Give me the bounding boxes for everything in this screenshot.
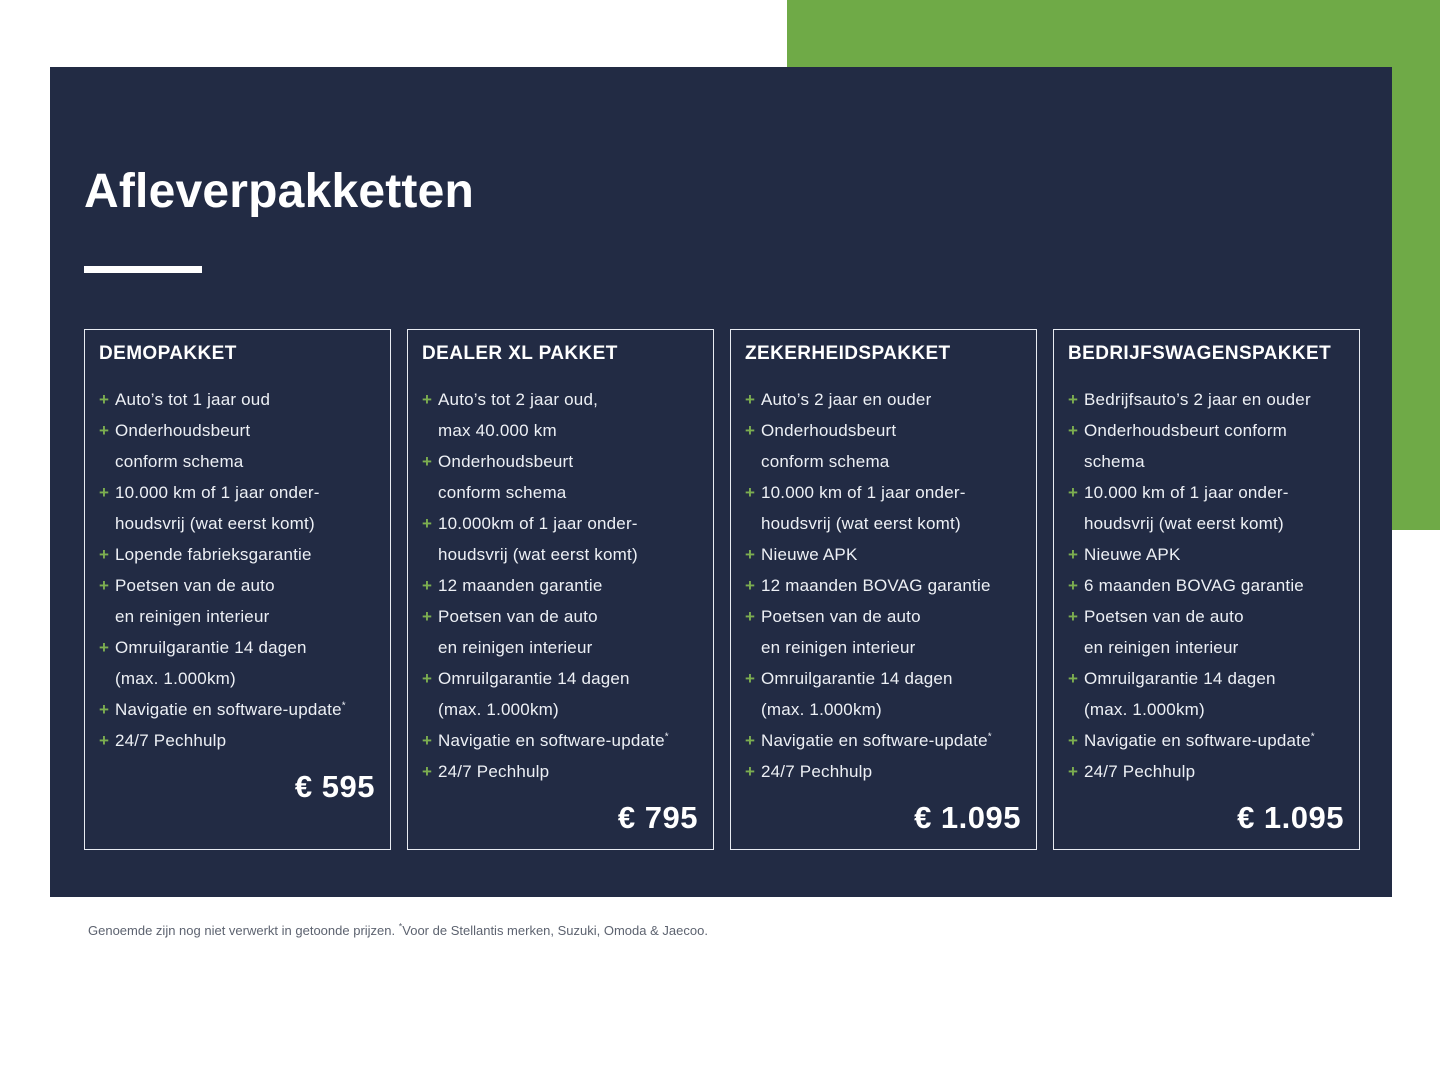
- feature-text: Poetsen van de auto en reinigen interieur: [761, 607, 921, 657]
- package-cards: [84, 329, 1360, 850]
- plus-icon: +: [99, 576, 110, 595]
- feature-item: [99, 539, 376, 570]
- feature-asterisk: *: [664, 731, 669, 743]
- feature-asterisk: *: [987, 731, 992, 743]
- feature-item: [1068, 415, 1345, 477]
- plus-icon: +: [422, 669, 433, 688]
- feature-text: 12 maanden BOVAG garantie: [761, 576, 991, 595]
- feature-item: [99, 694, 376, 725]
- plus-icon: +: [745, 669, 756, 688]
- feature-asterisk: *: [1310, 731, 1315, 743]
- feature-text: Nieuwe APK: [1084, 545, 1181, 564]
- package-price: € 1.095: [1237, 800, 1344, 835]
- footnote-text-after: Voor de Stellantis merken, Suzuki, Omoda & Jaecoo.: [402, 923, 708, 938]
- feature-item: [1068, 601, 1345, 663]
- feature-text: Auto’s tot 2 jaar oud, max 40.000 km: [438, 390, 599, 440]
- plus-icon: +: [745, 545, 756, 564]
- feature-item: [745, 663, 1022, 725]
- plus-icon: +: [1068, 731, 1079, 750]
- feature-text: Navigatie en software-update*: [761, 731, 992, 750]
- feature-text: 6 maanden BOVAG garantie: [1084, 576, 1304, 595]
- feature-text: Omruilgarantie 14 dagen (max. 1.000km): [1084, 669, 1276, 719]
- feature-item: [1068, 725, 1345, 756]
- package-title: ZEKERHEIDSPAKKET: [745, 343, 951, 364]
- plus-icon: +: [422, 452, 433, 471]
- package-price: € 795: [617, 800, 698, 835]
- feature-text: Poetsen van de auto en reinigen interieur: [438, 607, 598, 657]
- plus-icon: +: [745, 421, 756, 440]
- plus-icon: +: [422, 607, 433, 626]
- feature-item: [422, 756, 699, 787]
- plus-icon: +: [1068, 545, 1079, 564]
- feature-text: Omruilgarantie 14 dagen (max. 1.000km): [438, 669, 630, 719]
- feature-text: Poetsen van de auto en reinigen interieur: [115, 576, 275, 626]
- plus-icon: +: [99, 483, 110, 502]
- plus-icon: +: [745, 607, 756, 626]
- feature-item: [745, 477, 1022, 539]
- plus-icon: +: [99, 390, 110, 409]
- plus-icon: +: [99, 545, 110, 564]
- feature-text: Auto’s tot 1 jaar oud: [115, 390, 271, 409]
- feature-text: Navigatie en software-update*: [438, 731, 669, 750]
- feature-text: 12 maanden garantie: [438, 576, 603, 595]
- package-card-1: [84, 329, 391, 850]
- plus-icon: +: [422, 390, 433, 409]
- feature-list: [1068, 384, 1345, 787]
- footnote-asterisk: *: [398, 921, 403, 932]
- plus-icon: +: [1068, 421, 1079, 440]
- package-price: € 595: [294, 769, 375, 804]
- feature-item: [1068, 477, 1345, 539]
- plus-icon: +: [745, 576, 756, 595]
- plus-icon: +: [1068, 390, 1079, 409]
- feature-item: [99, 477, 376, 539]
- plus-icon: +: [1068, 607, 1079, 626]
- feature-list: [422, 384, 699, 787]
- feature-item: [1068, 384, 1345, 415]
- package-card-4: [1053, 329, 1360, 850]
- package-title: DEALER XL PAKKET: [422, 343, 618, 364]
- plus-icon: +: [422, 731, 433, 750]
- plus-icon: +: [745, 762, 756, 781]
- feature-item: [422, 601, 699, 663]
- feature-item: [745, 725, 1022, 756]
- feature-item: [1068, 663, 1345, 725]
- main-panel: [50, 67, 1392, 897]
- footnote-text-before: Genoemde zijn nog niet verwerkt in getoonde prijzen.: [88, 923, 399, 938]
- feature-text: 10.000 km of 1 jaar onder- houdsvrij (wat eerst komt): [1084, 483, 1289, 533]
- plus-icon: +: [422, 762, 433, 781]
- feature-item: [422, 446, 699, 508]
- feature-item: [1068, 756, 1345, 787]
- feature-text: Onderhoudsbeurt conform schema: [761, 421, 897, 471]
- feature-list: [745, 384, 1022, 787]
- feature-item: [99, 415, 376, 477]
- package-price: € 1.095: [914, 800, 1021, 835]
- plus-icon: +: [1068, 576, 1079, 595]
- plus-icon: +: [99, 700, 110, 719]
- feature-text: Lopende fabrieksgarantie: [115, 545, 312, 564]
- feature-item: [745, 756, 1022, 787]
- package-title: DEMOPAKKET: [99, 343, 237, 364]
- feature-item: [99, 632, 376, 694]
- feature-item: [422, 384, 699, 446]
- feature-text: Nieuwe APK: [761, 545, 858, 564]
- feature-item: [422, 570, 699, 601]
- feature-item: [745, 384, 1022, 415]
- plus-icon: +: [99, 421, 110, 440]
- plus-icon: +: [99, 638, 110, 657]
- feature-item: [745, 570, 1022, 601]
- feature-item: [99, 384, 376, 415]
- feature-text: Navigatie en software-update*: [1084, 731, 1315, 750]
- feature-item: [1068, 539, 1345, 570]
- feature-item: [1068, 570, 1345, 601]
- feature-text: Poetsen van de auto en reinigen interieur: [1084, 607, 1244, 657]
- feature-item: [422, 508, 699, 570]
- plus-icon: +: [99, 731, 110, 750]
- page-title: Afleverpakketten: [84, 165, 475, 218]
- plus-icon: +: [745, 483, 756, 502]
- plus-icon: +: [422, 514, 433, 533]
- feature-text: 10.000 km of 1 jaar onder- houdsvrij (wat eerst komt): [115, 483, 320, 533]
- feature-item: [99, 725, 376, 756]
- feature-text: Onderhoudsbeurt conform schema: [115, 421, 251, 471]
- feature-list: [99, 384, 376, 756]
- feature-text: 10.000 km of 1 jaar onder- houdsvrij (wat eerst komt): [761, 483, 966, 533]
- plus-icon: +: [1068, 483, 1079, 502]
- feature-text: Onderhoudsbeurt conform schema: [438, 452, 574, 502]
- plus-icon: +: [745, 731, 756, 750]
- feature-text: 24/7 Pechhulp: [1084, 762, 1196, 781]
- feature-text: 24/7 Pechhulp: [438, 762, 550, 781]
- plus-icon: +: [422, 576, 433, 595]
- feature-item: [745, 601, 1022, 663]
- plus-icon: +: [745, 390, 756, 409]
- feature-text: Omruilgarantie 14 dagen (max. 1.000km): [115, 638, 307, 688]
- package-title: BEDRIJFSWAGENSPAKKET: [1068, 343, 1332, 364]
- footnote: [88, 923, 708, 939]
- feature-item: [99, 570, 376, 632]
- feature-text: 24/7 Pechhulp: [115, 731, 227, 750]
- plus-icon: +: [1068, 762, 1079, 781]
- plus-icon: +: [1068, 669, 1079, 688]
- title-underline: [84, 266, 202, 273]
- package-card-3: [730, 329, 1037, 850]
- package-card-2: [407, 329, 714, 850]
- feature-item: [422, 725, 699, 756]
- feature-text: Navigatie en software-update*: [115, 700, 346, 719]
- feature-text: 24/7 Pechhulp: [761, 762, 873, 781]
- feature-item: [745, 539, 1022, 570]
- feature-item: [422, 663, 699, 725]
- feature-text: 10.000km of 1 jaar onder- houdsvrij (wat eerst komt): [438, 514, 638, 564]
- feature-text: Omruilgarantie 14 dagen (max. 1.000km): [761, 669, 953, 719]
- feature-asterisk: *: [341, 700, 346, 712]
- feature-text: Onderhoudsbeurt conform schema: [1084, 421, 1288, 471]
- feature-item: [745, 415, 1022, 477]
- feature-text: Bedrijfsauto’s 2 jaar en ouder: [1084, 390, 1311, 409]
- feature-text: Auto’s 2 jaar en ouder: [761, 390, 932, 409]
